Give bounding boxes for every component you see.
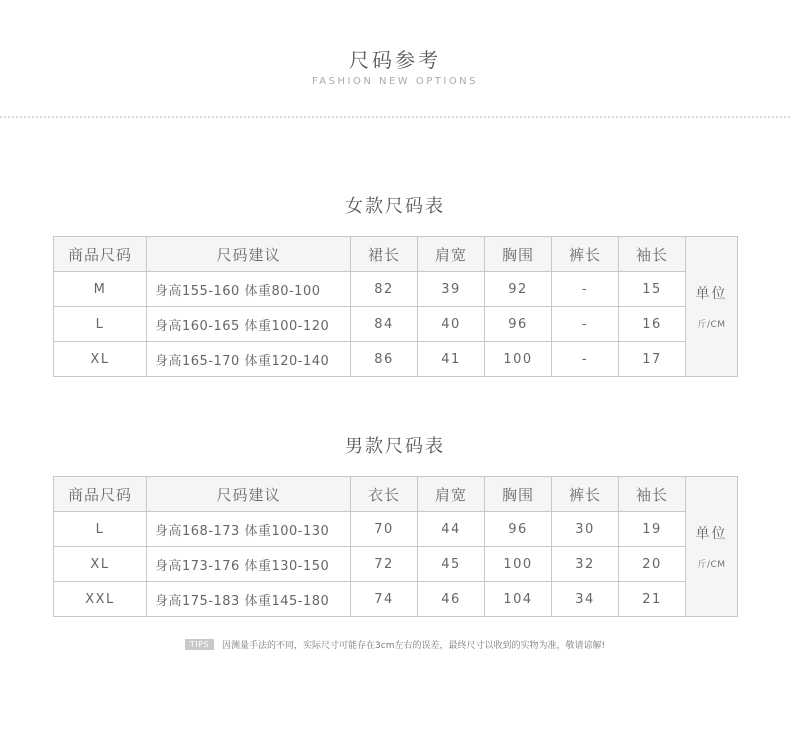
suggest-cell: 身高173-176 体重130-150 (147, 547, 351, 582)
tips-badge: TIPS (185, 639, 214, 650)
suggest-cell: 身高168-173 体重100-130 (147, 512, 351, 547)
value-cell: 46 (418, 582, 485, 617)
size-cell: XXL (54, 582, 147, 617)
size-cell: L (54, 307, 147, 342)
value-cell: 100 (485, 342, 552, 377)
value-cell: - (552, 272, 619, 307)
suggest-cell: 身高165-170 体重120-140 (147, 342, 351, 377)
tips-note (0, 638, 790, 651)
size-cell: XL (54, 547, 147, 582)
suggest-cell: 身高175-183 体重145-180 (147, 582, 351, 617)
table-row (54, 582, 738, 617)
page-title: 尺码参考 (349, 48, 441, 72)
value-cell: 39 (418, 272, 485, 307)
table-header-row (54, 477, 738, 512)
value-cell: 30 (552, 512, 619, 547)
suggest-cell: 身高160-165 体重100-120 (147, 307, 351, 342)
column-header: 衣长 (351, 477, 418, 512)
value-cell: 32 (552, 547, 619, 582)
unit-cell (686, 237, 738, 377)
column-header: 袖长 (619, 237, 686, 272)
table-row (54, 272, 738, 307)
tips-text: 因测量手法的不同，实际尺寸可能存在3cm左右的误差，最终尺寸以收到的实物为准，敬请谅解! (222, 641, 606, 651)
value-cell: 86 (351, 342, 418, 377)
value-cell: 20 (619, 547, 686, 582)
value-cell: 104 (485, 582, 552, 617)
women-table-title: 女款尺码表 (345, 196, 445, 217)
value-cell: 40 (418, 307, 485, 342)
size-cell: XL (54, 342, 147, 377)
value-cell: 45 (418, 547, 485, 582)
column-header: 尺码建议 (147, 477, 351, 512)
value-cell: 17 (619, 342, 686, 377)
column-header: 裤长 (552, 237, 619, 272)
column-header: 肩宽 (418, 477, 485, 512)
unit-value: 斤/CM (697, 560, 726, 570)
unit-value: 斤/CM (697, 320, 726, 330)
value-cell: 96 (485, 307, 552, 342)
value-cell: 70 (351, 512, 418, 547)
unit-label: 单位 (695, 286, 728, 302)
value-cell: 16 (619, 307, 686, 342)
column-header: 裤长 (552, 477, 619, 512)
dotted-divider (0, 116, 790, 118)
column-header: 袖长 (619, 477, 686, 512)
value-cell: 19 (619, 512, 686, 547)
unit-cell (686, 477, 738, 617)
women-size-table (53, 236, 738, 377)
column-header: 肩宽 (418, 237, 485, 272)
size-cell: M (54, 272, 147, 307)
value-cell: 21 (619, 582, 686, 617)
table-row (54, 307, 738, 342)
page-subtitle: FASHION NEW OPTIONS (311, 76, 479, 87)
table-header-row (54, 237, 738, 272)
table-row (54, 512, 738, 547)
column-header: 胸围 (485, 477, 552, 512)
column-header: 商品尺码 (54, 237, 147, 272)
column-header: 尺码建议 (147, 237, 351, 272)
value-cell: 100 (485, 547, 552, 582)
value-cell: 34 (552, 582, 619, 617)
value-cell: - (552, 307, 619, 342)
value-cell: 41 (418, 342, 485, 377)
value-cell: 92 (485, 272, 552, 307)
value-cell: 96 (485, 512, 552, 547)
table-row (54, 547, 738, 582)
suggest-cell: 身高155-160 体重80-100 (147, 272, 351, 307)
value-cell: 74 (351, 582, 418, 617)
value-cell: 72 (351, 547, 418, 582)
value-cell: 44 (418, 512, 485, 547)
column-header: 胸围 (485, 237, 552, 272)
value-cell: 15 (619, 272, 686, 307)
value-cell: 82 (351, 272, 418, 307)
table-row (54, 342, 738, 377)
men-size-table (53, 476, 738, 617)
men-table-title: 男款尺码表 (345, 436, 445, 457)
column-header: 商品尺码 (54, 477, 147, 512)
column-header: 裙长 (351, 237, 418, 272)
value-cell: 84 (351, 307, 418, 342)
size-cell: L (54, 512, 147, 547)
value-cell: - (552, 342, 619, 377)
unit-label: 单位 (695, 526, 728, 542)
